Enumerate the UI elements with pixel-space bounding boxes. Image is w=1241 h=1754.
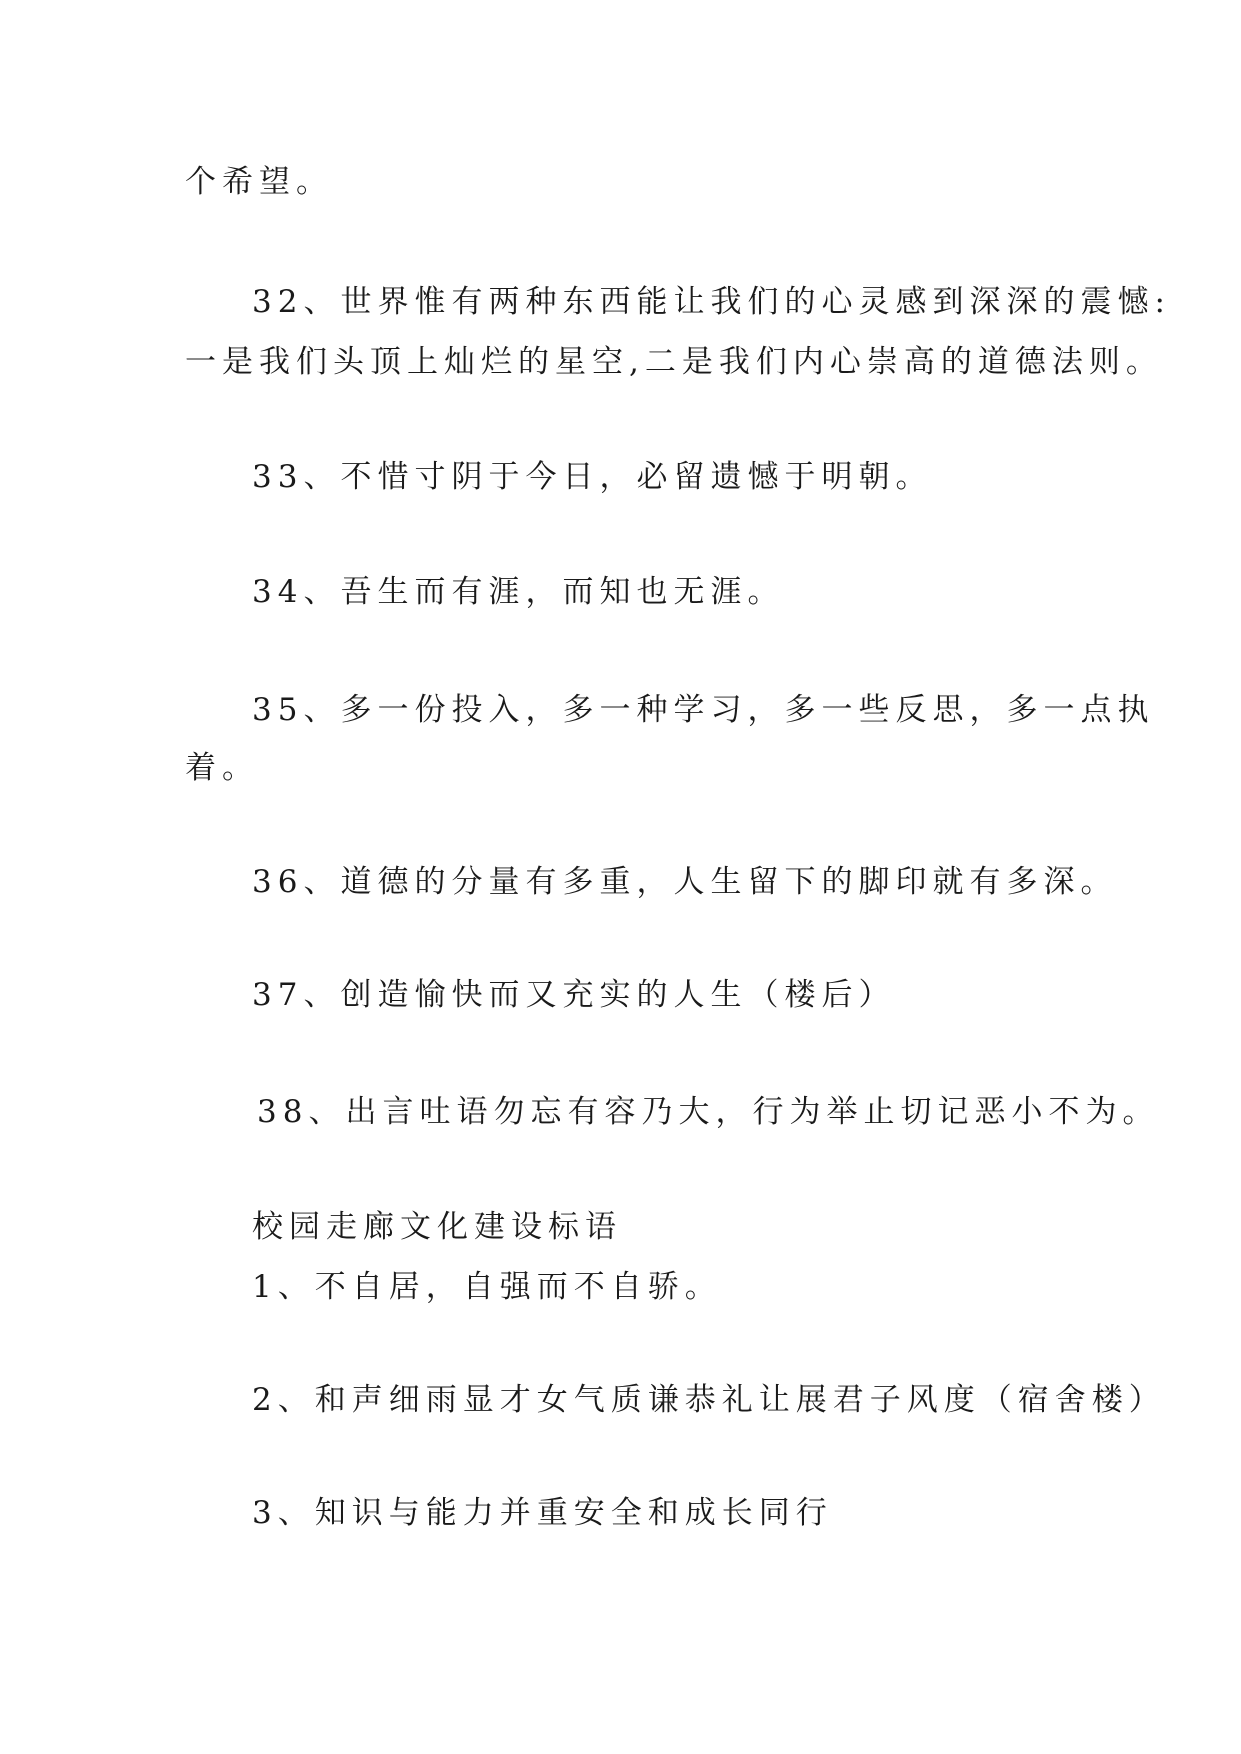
text-line-33: 33、不惜寸阴于今日，必留遗憾于明朝。 [252,459,933,495]
text-line-32-first: 32、世界惟有两种东西能让我们的心灵感到深深的震憾: [252,284,1171,320]
text-line-slogan-1: 1、不自居，自强而不自骄。 [252,1269,722,1305]
text-line-34: 34、吾生而有涯，而知也无涯。 [252,574,785,610]
text-line-35-first: 35、多一份投入，多一种学习，多一些反思，多一点执 [252,692,1155,728]
text-line-38: 38、出言吐语勿忘有容乃大，行为举止切记恶小不为。 [257,1094,1160,1130]
text-line-slogan-3: 3、知识与能力并重安全和成长同行 [252,1495,833,1531]
text-line-slogan-2: 2、和声细雨显才女气质谦恭礼让展君子风度（宿舍楼） [252,1382,1166,1418]
text-line-36: 36、道德的分量有多重，人生留下的脚印就有多深。 [252,864,1118,900]
section-heading: 校园走廊文化建设标语 [252,1209,622,1245]
text-line-continuation-31: 个希望。 [185,164,333,200]
text-line-32-second: 一是我们头顶上灿烂的星空,二是我们内心崇高的道德法则。 [185,344,1163,380]
text-line-37: 37、创造愉快而又充实的人生（楼后） [252,977,896,1013]
text-line-35-second: 着。 [185,750,259,786]
